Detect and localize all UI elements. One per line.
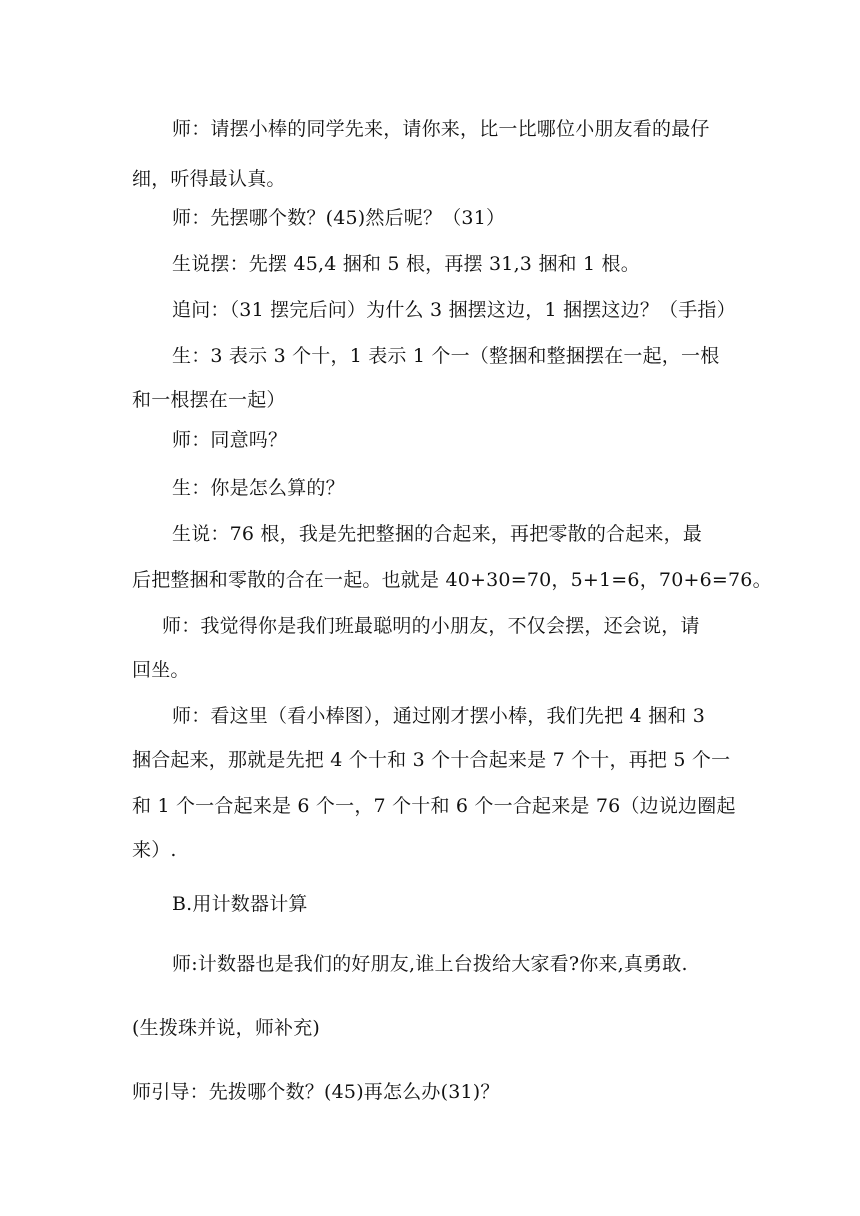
- text-line: 和 1 个一合起来是 6 个一，7 个十和 6 个一合起来是 76（边说边圈起: [132, 795, 736, 817]
- text-line: 师:计数器也是我们的好朋友,谁上台拨给大家看?你来,真勇敢.: [172, 953, 688, 975]
- text-line: 生说：76 根，我是先把整捆的合起来，再把零散的合起来，最: [172, 523, 703, 545]
- text-line: 师：我觉得你是我们班最聪明的小朋友，不仅会摆，还会说，请: [162, 615, 700, 637]
- text-line: 后把整捆和零散的合在一起。也就是 40+30=70，5+1=6，70+6=76。: [132, 569, 772, 591]
- text-line: 追问：（31 摆完后问）为什么 3 捆摆这边，1 捆摆这边？（手指）: [172, 299, 736, 321]
- text-line: (生拨珠并说，师补充): [132, 1017, 321, 1039]
- text-line: 师：看这里（看小棒图），通过刚才摆小棒，我们先把 4 捆和 3: [172, 705, 705, 727]
- text-line: 捆合起来，那就是先把 4 个十和 3 个十合起来是 7 个十，再把 5 个一: [132, 749, 731, 771]
- text-line: 生说摆：先摆 45,4 捆和 5 根，再摆 31,3 捆和 1 根。: [172, 253, 640, 275]
- text-line: 和一根摆在一起）: [132, 389, 286, 411]
- text-line: 来）.: [132, 839, 177, 861]
- text-line: 师引导：先拨哪个数？(45)再怎么办(31)？: [132, 1081, 500, 1103]
- text-line: 细，听得最认真。: [132, 168, 286, 190]
- text-line: 生：3 表示 3 个十，1 表示 1 个一（整捆和整捆摆在一起，一根: [172, 345, 720, 367]
- text-line: 师：先摆哪个数？(45)然后呢？（31）: [172, 207, 506, 229]
- section-heading: B.用计数器计算: [172, 893, 308, 915]
- text-line: 回坐。: [132, 659, 190, 681]
- text-line: 生：你是怎么算的？: [172, 477, 345, 499]
- text-line: 师：同意吗？: [172, 429, 288, 451]
- text-line: 师：请摆小棒的同学先来，请你来，比一比哪位小朋友看的最仔: [172, 118, 710, 140]
